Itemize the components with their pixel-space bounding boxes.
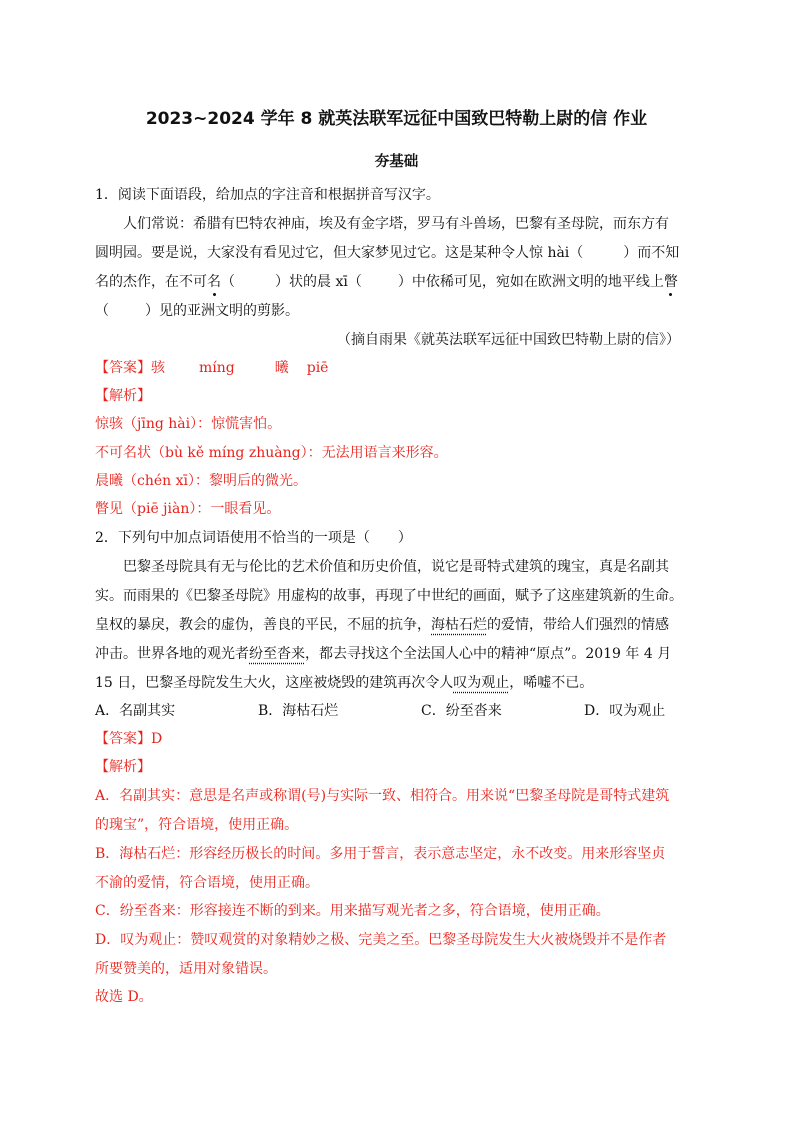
q1-analysis-line: 不可名状（bù kě míng zhuàng）：无法用语言来形容。: [95, 445, 448, 461]
q2-passage-line-2: 实。而雨果的《巴黎圣母院》用虚构的故事，再现了中世纪的画面，赋予了这座建筑新的生命。: [95, 588, 683, 604]
q1-text: （: [95, 303, 109, 319]
dotted-word: 海枯石烂: [431, 617, 487, 633]
dotted-word: 纷至沓来: [249, 646, 305, 662]
q2-passage-line-4: [95, 645, 671, 663]
q1-passage-line-4: [95, 302, 299, 320]
q1-analysis-line: 瞥见（piē jiàn）：一眼看见。: [95, 501, 281, 517]
q1-text: （: [221, 274, 235, 290]
q2-analysis-line: C．纷至沓来：形容接连不断的到来。用来描写观光者之多，符合语境，使用正确。: [95, 903, 610, 919]
q1-passage-line-3: [95, 273, 678, 291]
option-c: C．纷至沓来: [421, 703, 502, 719]
answer-item: piē: [306, 360, 329, 376]
option-a: A．名副其实: [95, 703, 176, 719]
q2-analysis-line: 不渝的爱情，符合语境，使用正确。: [95, 875, 319, 891]
q2-text: 皇权的暴戾，教会的虚伪，善良的平民，不屈的抗争，: [95, 617, 431, 633]
q2-analysis-line: A．名副其实：意思是名声或称谓(号)与实际一致、相符合。用来说“巴黎圣母院是哥特式建筑: [95, 788, 670, 804]
q2-answer: [95, 730, 162, 748]
q2-text: ）: [397, 530, 412, 546]
answer-item: 曦: [274, 360, 289, 376]
q1-passage-line-2: [95, 244, 679, 262]
q1-passage-line-1: 人们常说：希腊有巴特农神庙，埃及有金字塔，罗马有斗兽场，巴黎有圣母院，而东方有: [123, 216, 669, 232]
page-title: 2023~2024 学年 8 就英法联军远征中国致巴特勒上尉的信 作业: [145, 109, 648, 129]
q2-text: 的爱情，带给人们强烈的情感: [487, 617, 669, 633]
q1-analysis-line: 晨曦（chén xī）：黎明后的微光。: [95, 473, 307, 489]
q1-text: ）而不知: [623, 245, 680, 261]
q1-text: ）见的亚洲文明的剪影。: [145, 303, 299, 319]
q2-stem: [95, 529, 412, 547]
q2-text: 2．下列句中加点词语使用不恰当的一项是（: [95, 530, 370, 546]
answer-label: 【答案】: [95, 360, 151, 376]
q2-conclusion: 故选 D。: [95, 989, 153, 1005]
q1-stem: 1．阅读下面语段，给加点的字注音和根据拼音写汉字。: [95, 187, 440, 203]
option-d: D．叹为观止: [584, 703, 666, 719]
q2-analysis-label: 【解析】: [95, 759, 151, 775]
q1-text: 圆明园。要是说，大家没有看见过它，但大家梦见过它。这是某种令人惊 hài（: [95, 245, 584, 261]
dotted-char: 瞥: [663, 274, 678, 290]
q2-text: 冲击。世界各地的观光者: [95, 646, 249, 662]
answer-item: 骇: [151, 360, 165, 376]
q2-analysis-line: 所要赞美的，适用对象错误。: [95, 961, 277, 977]
q1-text: ）状的晨 xī（: [275, 274, 362, 290]
q2-passage-line-5: [95, 674, 593, 692]
q2-passage-line-3: [95, 616, 669, 634]
q1-text: ）中依稀可见，宛如在欧洲文明的地平线上: [397, 274, 664, 290]
q2-analysis-line: D．叹为观止：赞叹观赏的对象精妙之极、完美之至。巴黎圣母院发生大火被烧毁并不是作者: [95, 932, 667, 948]
q2-text: ，唏嘘不已。: [509, 675, 594, 691]
q1-answer: [95, 359, 328, 377]
q2-text: ，都去寻找这个全法国人心中的精神“原点”。2019 年 4 月: [305, 646, 672, 662]
option-b: B．海枯石烂: [258, 703, 339, 719]
q2-text: 15 日，巴黎圣母院发生大火，这座被烧毁的建筑再次令人: [95, 675, 454, 691]
answer-value: D: [151, 731, 163, 747]
q2-analysis-line: B．海枯石烂：形容经历极长的时间。多用于誓言，表示意志坚定，永不改变。用来形容坚贞: [95, 846, 666, 862]
answer-item: míng: [199, 360, 235, 376]
dotted-word: 叹为观止: [453, 675, 510, 691]
q2-options: [95, 702, 695, 720]
section-heading: 夯基础: [374, 154, 419, 170]
dotted-char: 名: [207, 274, 221, 290]
q1-analysis-line: 惊骇（jīng hài）：惊慌害怕。: [95, 416, 282, 432]
q2-analysis-line: 的瑰宝”，符合语境，使用正确。: [95, 817, 299, 833]
q2-passage-line-1: 巴黎圣母院具有无与伦比的艺术价值和历史价值，说它是哥特式建筑的瑰宝，真是名副其: [123, 559, 669, 575]
answer-label: 【答案】: [95, 731, 151, 747]
q1-analysis-label: 【解析】: [95, 388, 151, 404]
q1-source: （摘自雨果《就英法联军远征中国致巴特勒上尉的信》）: [337, 332, 680, 348]
q1-text: 名的杰作，在不可: [95, 274, 207, 290]
